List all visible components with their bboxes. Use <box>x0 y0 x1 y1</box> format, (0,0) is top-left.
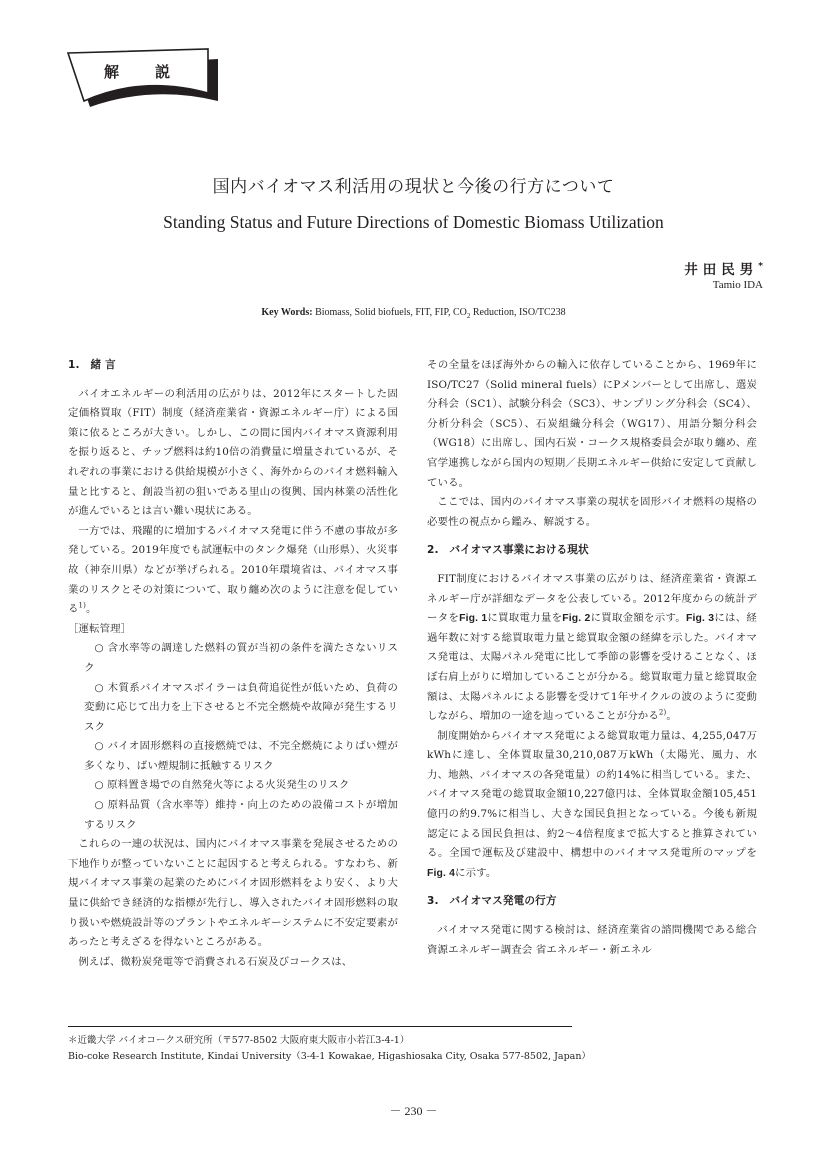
figure-reference: Fig. 4 <box>427 867 456 879</box>
paragraph: これらの一連の状況は、国内にバイオマス事業を発展させるための下地作りが整っていないことに起因すると考えられる。すなわち、新規バイオマス事業の起業のためにバイオ固形燃料をより安く、より大量に供給でき経済的な指標が先行し、導入されたバイオ固形燃料の取り扱いや燃焼設計等のプラントやエネルギーシステムに不安定要素があったと考えざるを得ないところがある。 <box>68 838 398 949</box>
keywords-text-a: Biomass, Solid biofuels, FIT, FIP, CO <box>312 307 467 318</box>
section-heading-3: 3. バイオマス発電の行方 <box>427 895 557 908</box>
paragraph: その全量をほぼ海外からの輸入に依存していることから、1969年にISO/TC27（Solid mineral fuels）にPメンバーとして出席し、選炭分科会（SC1）、試験分科会（SC3）、サンプリング分科会（SC4）、分析分科会（SC5）、石炭組織分科会（WG17）、用語分類分科会（WG18）に出席し、国内石炭・コークス規格委員会が取り纏め、産官学連携しながら国内の短期／長期エネルギー供給に安定して貢献している。 <box>427 359 757 489</box>
keywords-label: Key Words: <box>261 307 313 318</box>
footnote <box>68 1033 668 1064</box>
reference-mark: 1) <box>78 601 87 610</box>
paragraph: バイオマス発電に関する検討は、経済産業省の諮問機関である総合資源エネルギー調査会 省エネルギー・新エネル <box>427 924 757 956</box>
author-affiliation-mark: * <box>758 261 763 272</box>
author-name-text: 井田民男 <box>684 262 759 278</box>
footnote-english: Bio-coke Research Institute, Kindai University（3-4-1 Kowakae, Higashiosaka City, Osaka 577-8502, Japan） <box>68 1050 591 1062</box>
paragraph: バイオエネルギーの利活用の広がりは、2012年にスタートした固定価格買取（FIT）制度（経済産業省・資源エネルギー庁）による国策に依るところが大きい。しかし、この間に国内バイオマス資源利用を振り返ると、チップ燃料は約10倍の消費量に増量されているが、それぞれの事業における供給規模が小さく、海外からのバイオ燃料輸入量と比すると、創設当初の狙いである里山の復興、国内林業の活性化が進んでいるとは言い難い現状にある。 <box>68 387 398 518</box>
section-heading-2: 2. バイオマス事業における現状 <box>427 544 589 557</box>
keywords-line <box>0 307 827 318</box>
paragraph: FIT制度におけるバイオマス事業の広がりは、経済産業省・資源エネルギー庁が詳細なデータを公表している。2012年度からの統計データをFig. 1に買取電力量をFig. 2に買取金額を示す。Fig. 3には、経過年数に対する総買取電力量と総買取金額の経緯を示した。バイオマス発電は、太陽パネル発電に比して季節の影響を受けることなく、ほぼ右肩上がりに増加していることが分かる。総買取電力量と総買取金額は、太陽パネルによる影響を受けて1年サイクルの波のように変動しながら、増加の一途を辿っていることが分かる$^{2)}$。 <box>427 572 757 723</box>
badge-label: 解説 <box>103 63 206 81</box>
figure-reference: Fig. 2 <box>562 613 591 625</box>
right-column <box>427 356 757 960</box>
article-type-badge <box>62 45 222 111</box>
reference-mark: 2) <box>658 708 667 717</box>
paragraph: 例えば、微粉炭発電等で消費される石炭及びコークスは、 <box>78 955 353 968</box>
paragraph: 一方では、飛躍的に増加するバイオマス発電に伴う不慮の事故が多発している。2019年度でも試運転中のタンク爆発（山形県）、火災事故（神奈川県）などが挙げられる。2010年環境省は、バイオマス事業のリスクとその対策について、取り纏め次のように注意を促している$^{1)}$。 <box>68 524 398 616</box>
list-item: ○ 木質系バイオマスボイラーは負荷追従性が低いため、負荷の変動に応じて出力を上下させると不完全燃焼や故障が発生するリスク <box>84 681 398 733</box>
left-column <box>68 356 398 972</box>
title-english: Standing Status and Future Directions of Domestic Biomass Utilization <box>163 212 664 232</box>
footnote-divider <box>68 1026 572 1027</box>
footnote-japanese: ＊近畿大学 バイオコークス研究所（〒577-8502 大阪府東大阪市小若江3-4-1） <box>68 1035 410 1046</box>
list-item: ○ 含水率等の調達した燃料の質が当初の条件を満たさないリスク <box>84 642 398 674</box>
list-item: ○ バイオ固形燃料の直接燃焼では、不完全燃焼によりばい煙が多くなり、ばい煙規制に抵触するリスク <box>84 740 398 772</box>
list-label: ［運転管理］ <box>68 622 132 635</box>
list-item: ○ 原料品質（含水率等）維持・向上のための設備コストが増加するリスク <box>84 799 398 831</box>
paragraph: ここでは、国内のバイオマス事業の現状を固形バイオ燃料の規格の必要性の視点から鑑み、解説する。 <box>427 496 757 528</box>
keywords-text-b: Reduction, ISO/TC238 <box>470 307 566 318</box>
author-name-japanese <box>684 258 763 278</box>
author-name-english: Tamio IDA <box>712 279 763 291</box>
keywords-subscript: 2 <box>466 312 471 320</box>
paragraph: 制度開始からバイオマス発電による総買取電力量は、4,255,047万kWhに達し、全体買取量30,210,087万kWh（太陽光、風力、水力、地熱、バイオマスの各発電量）の約14%に相当している。また、バイオマス発電の総買取金額10,227億円は、全体買取金額105,451億円の約9.7%に相当し、大きな国民負担となっている。今後も新規認定による国民負担は、約2～4倍程度まで拡大すると推算されている。全国で運転及び建設中、構想中のバイオマス発電所のマップをFig. 4に示す。 <box>427 729 757 879</box>
page-number: － 230 － <box>389 1104 438 1118</box>
section-heading-1: 1. 緒 言 <box>68 359 116 371</box>
figure-reference: Fig. 3 <box>686 613 715 625</box>
title-japanese: 国内バイオマス利活用の現状と今後の行方について <box>212 177 615 197</box>
list-item: ○ 原料置き場での自然発火等による火災発生のリスク <box>94 779 350 792</box>
figure-reference: Fig. 1 <box>459 613 488 625</box>
